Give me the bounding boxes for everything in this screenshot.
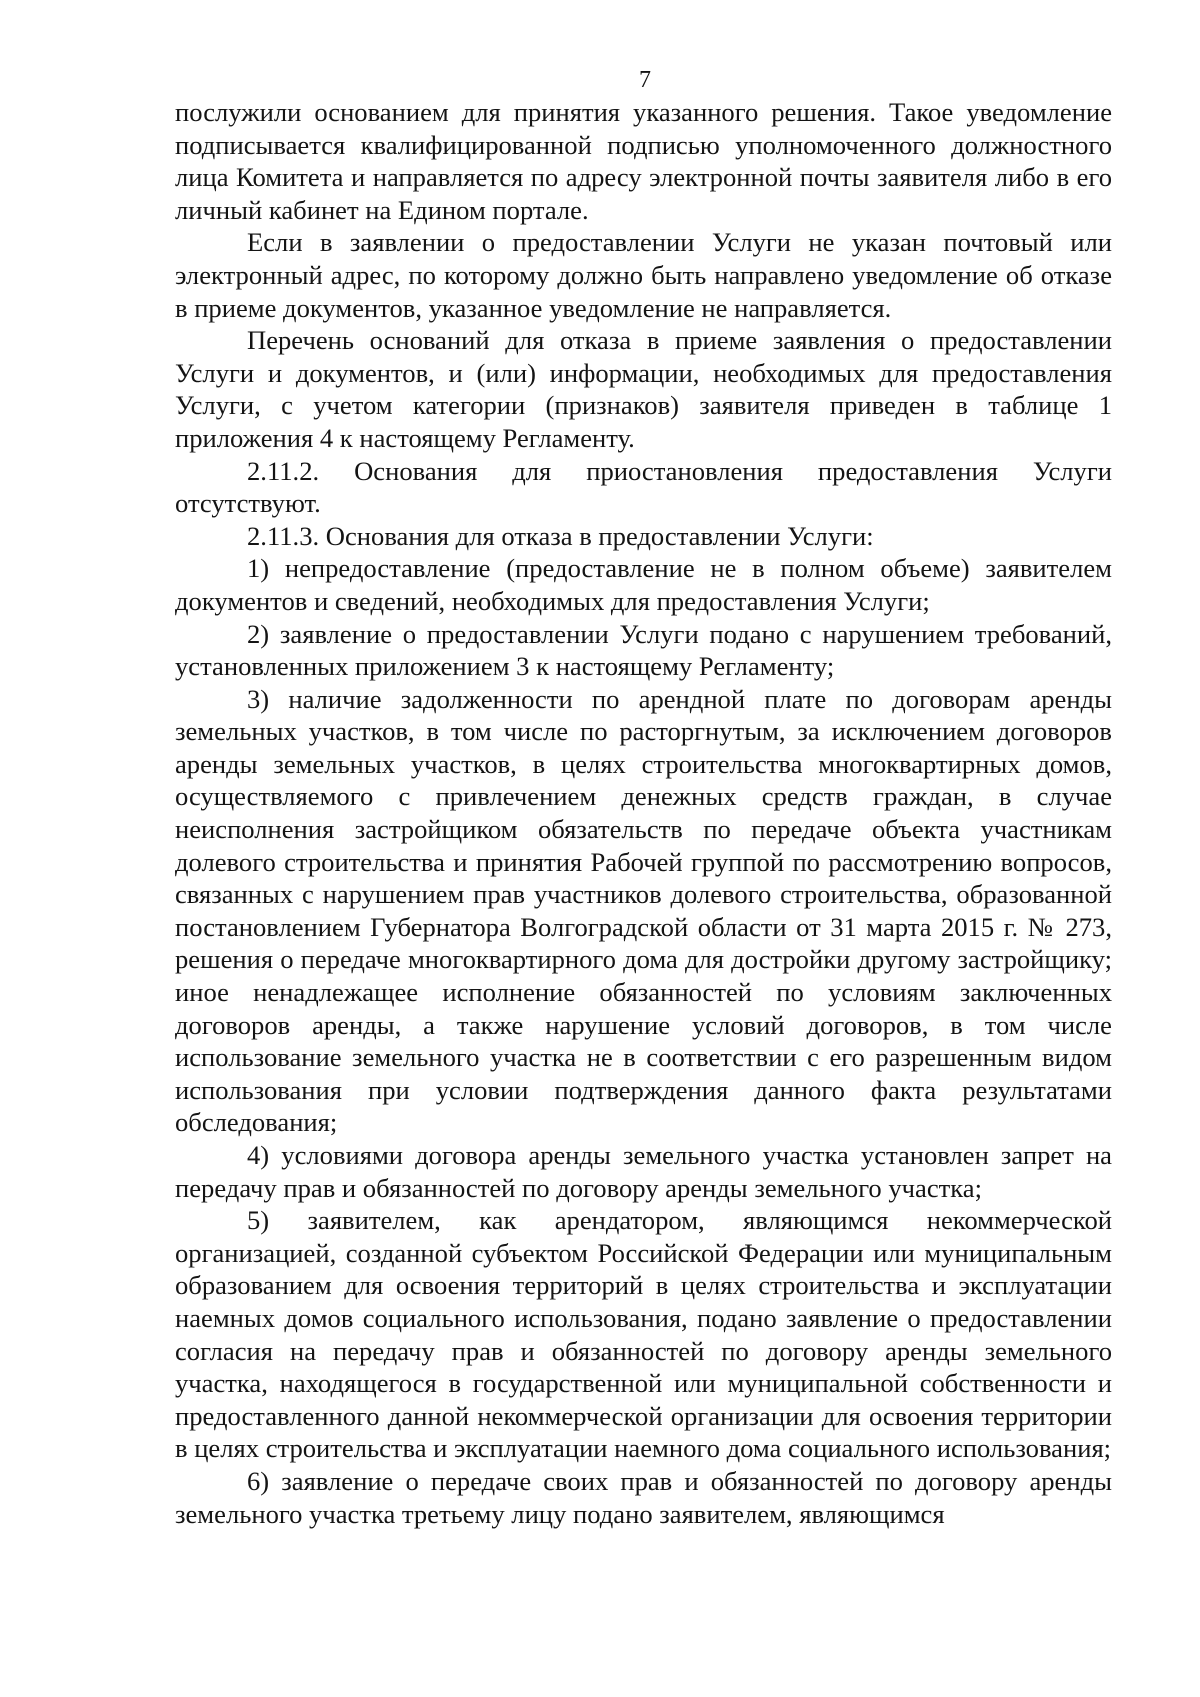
paragraph: Если в заявлении о предоставлении Услуги не указан почтовый или электронный адрес, по которому должно быть направлено уведомление об отказе в приеме документов, указанное уведомление не направляется. (175, 227, 1112, 323)
page-number: 7 (639, 67, 651, 93)
paragraph: 6) заявление о передаче своих прав и обязанностей по договору аренды земельного участка третьему лицу подано заявителем, являющимся (175, 1465, 1112, 1529)
paragraph: Перечень оснований для отказа в приеме заявления о предоставлении Услуги и документов, и (или) информации, необходимых для предоставления Услуги, с учетом категории (признаков) заявителя приведен в таблице 1 приложения 4 к настоящему Регламенту. (175, 325, 1112, 453)
paragraph: 2.11.2. Основания для приостановления предоставления Услуги отсутствуют. (175, 455, 1112, 519)
paragraph: 5) заявителем, как арендатором, являющимся некоммерческой организацией, созданной субъектом Российской Федерации или муниципальным образованием для освоения территорий в целях строительства и эксплуатации наемных домов социального использования, подано заявление о предоставлении согласия на передачу прав и обязанностей по договору аренды земельного участка, находящегося в государственной или муниципальной собственности и предоставленного данной некоммерческой организации для освоения территории в целях строительства и эксплуатации наемного дома социального использования; (175, 1205, 1112, 1464)
paragraph: 2) заявление о предоставлении Услуги подано с нарушением требований, установленных приложением 3 к настоящему Регламенту; (175, 618, 1112, 682)
paragraph: 3) наличие задолженности по арендной плате по договорам аренды земельных участков, в том числе по расторгнутым, за исключением договоров аренды земельных участков, в целях строительства многоквартирных домов, осуществляемого с привлечением денежных средств граждан, в случае неисполнения застройщиком обязательств по передаче объекта участникам долевого строительства и принятия Рабочей группой по рассмотрению вопросов, связанных с нарушением прав участников долевого строительства, образованной постановлением Губернатора Волгоградской области от 31 марта 2015 г. № 273, решения о передаче многоквартирного дома для достройки другому застройщику; иное ненадлежащее исполнение обязанностей по условиям заключенных договоров аренды, а также нарушение условий договоров, в том числе использование земельного участка не в соответствии с его разрешенным видом использования при условии подтверждения данного факта результатами обследования; (175, 683, 1112, 1138)
paragraph: 1) непредоставление (предоставление не в полном объеме) заявителем документов и сведений, необходимых для предоставления Услуги; (175, 553, 1112, 616)
paragraph: 2.11.3. Основания для отказа в предоставлении Услуги: (247, 520, 874, 551)
paragraph: 4) условиями договора аренды земельного участка установлен запрет на передачу прав и обязанностей по договору аренды земельного участка; (175, 1140, 1112, 1203)
paragraph: послужили основанием для принятия указанного решения. Такое уведомление подписывается квалифицированной подписью уполномоченного должностного лица Комитета и направляется по адресу электронной почты заявителя либо в его личный кабинет на Едином портале. (175, 97, 1112, 225)
document-body (175, 96, 1112, 1530)
